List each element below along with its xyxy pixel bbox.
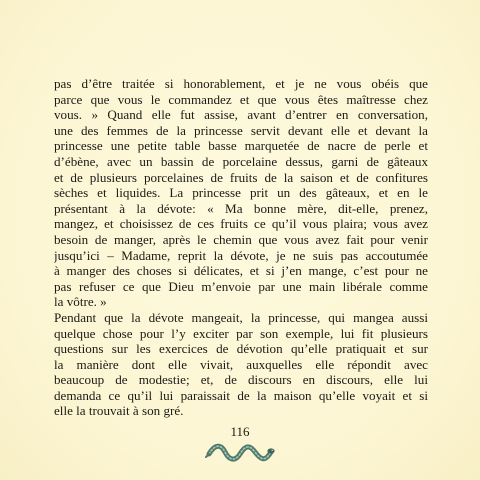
text-line: beaucoup de modestie; et, de discours en discours, elle lui bbox=[54, 372, 428, 388]
text-line: parce que vous le commandez et que vous êtes maîtresse chez bbox=[54, 91, 428, 107]
text-line: Pendant que la dévote mangeait, la princesse, qui mangea aussi bbox=[54, 309, 428, 325]
text-line: une des femmes de la princesse servit devant elle et devant la bbox=[54, 122, 428, 138]
paragraph-1 bbox=[54, 76, 428, 310]
text-line: quelque chose pour l’y exciter par son exemple, lui fit plusieurs bbox=[54, 325, 428, 341]
text-line: pas d’être traitée si honorablement, et je ne vous obéis que bbox=[54, 76, 428, 91]
text-line: présentant à la dévote: « Ma bonne mère, dit-elle, prenez, bbox=[54, 200, 428, 216]
text-line: vous. » Quand elle fut assise, avant d’entrer en conversation, bbox=[54, 107, 428, 123]
text-line: jusqu’ici – Madame, reprit la dévote, je ne suis pas accoutumée bbox=[54, 247, 428, 263]
text-line: la manière dont elle vivait, auxquelles elle répondit avec bbox=[54, 356, 428, 372]
text-line: princesse une petite table basse marquetée de nacre de perle et bbox=[54, 138, 428, 154]
text-line: demanda ce qu’il lui paraissait de la maison qu’elle voyait et si bbox=[54, 387, 428, 403]
text-line: besoin de manger, après le chemin que vous avez fait pour venir bbox=[54, 231, 428, 247]
page-body-text bbox=[54, 76, 428, 419]
text-line: et de plusieurs porcelaines de fruits de la saison et de confitures bbox=[54, 169, 428, 185]
text-line: sèches et liquides. La princesse prit un des gâteaux, et en le bbox=[54, 185, 428, 201]
text-line: pas refuser ce que Dieu m’envoie par une main libérale comme bbox=[54, 278, 428, 294]
paragraph-2 bbox=[54, 310, 428, 419]
page-number: 116 bbox=[230, 424, 250, 439]
text-line: d’ébène, avec un bassin de porcelaine dessus, garni de gâteaux bbox=[54, 153, 428, 169]
text-line: à manger des choses si délicates, et si j’en mange, c’est pour ne bbox=[54, 263, 428, 279]
text-line: questions sur les exercices de dévotion qu’elle pratiquait et sur bbox=[54, 341, 428, 357]
serpent-ornament-icon bbox=[205, 440, 275, 466]
text-line: elle la trouvait à son gré. bbox=[54, 403, 184, 419]
text-line: mangez, et choisissez de ces fruits ce qu’il vous plaira; vous avez bbox=[54, 216, 428, 232]
text-line: la vôtre. » bbox=[54, 294, 107, 310]
